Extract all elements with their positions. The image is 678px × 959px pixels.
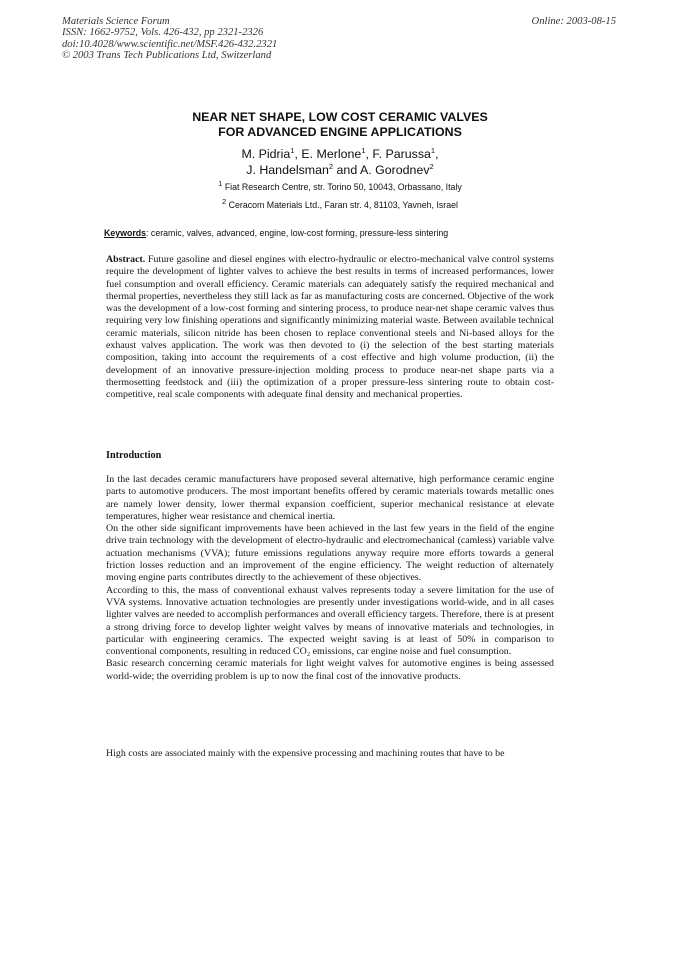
journal-name: Materials Science Forum [62, 16, 170, 27]
author-line-1 [130, 146, 550, 162]
paragraph: According to this, the mass of conventional exhaust valves represents today a severe limitation for the use of VVA systems. Innovative actuation technologies are presently under investigations world-wide, and in all cases lighter valves are needed to accomplish performances and overall efficiency targets. Therefore, there is at present a strong driving force to develop lighter weight valves by means of innovative materials and technologies, in particular with engineering ceramics. The expected weight saving is at least of 50% in comparison to conventional components, resulting in reduced CO₂ emissions, car engine noise and fuel consumption. [106, 584, 554, 658]
online-date: Online: 2003-08-15 [531, 16, 616, 27]
introduction-heading: Introduction [106, 450, 162, 461]
abstract-label: Abstract. [106, 254, 146, 265]
paragraph-continuation: High costs are associated mainly with the expensive processing and machining routes that have to be [106, 748, 505, 759]
introduction-body [106, 474, 554, 683]
abstract [106, 254, 554, 402]
abstract-text: Future gasoline and diesel engines with electro-hydraulic or electro-mechanical valve control systems require the development of lighter valves to achieve the best results in terms of increased performances, lower fuel consumption and overall efficiency. Ceramic materials can adequately satisfy the required mechanical and thermal properties, nevertheless they still lack as far as manufacturing costs are concerned. Objective of the work was the development of a low-cost forming and sintering process, to produce near-net shape ceramic valves thus requiring very low finishing operations and significantly minimizing material waste. Between available technical ceramic materials, silicon nitride has been chosen to replace conventional steels and Ni-based alloys for the exhaust valves application. The work was then devoted to (i) the selection of the best starting materials composition, taking into account the requirements of a cost effective and high volume production, (ii) the development of an innovative pressure-injection molding process to produce near-net shape parts via a thermosetting feedstock and (iii) the optimization of a proper pressure-less sintering route to obtain cost-competitive, real scale components with adequate final density and mechanical properties. [106, 254, 554, 401]
affiliation-text: Ceracom Materials Ltd., Faran str. 4, 81103, Yavneh, Israel [228, 200, 458, 210]
title-line-2: FOR ADVANCED ENGINE APPLICATIONS [218, 125, 462, 139]
author-affil-mark: 1 [290, 145, 295, 155]
journal-copyright: © 2003 Trans Tech Publications Ltd, Switzerland [62, 50, 272, 62]
keywords [104, 227, 574, 239]
journal-issn: ISSN: 1662-9752, Vols. 426-432, pp 2321-2326 [62, 27, 264, 39]
author-separator: , [294, 147, 302, 161]
title-line-1: NEAR NET SHAPE, LOW COST CERAMIC VALVES [192, 110, 488, 124]
author-list [130, 146, 550, 178]
affiliation-1 [130, 181, 550, 193]
author-name: M. Pidria [241, 147, 291, 161]
paragraph: On the other side significant improvements have been achieved in the last few years in the field of the engine drive train technology with the development of electro-hydraulic and electromechanical (camless) variable valve actuation mechanisms (VVA); future emissions regulations anyway require more efforts towards a general friction losses reduction and an improvement of the engine efficiency. The weight reduction of alternately moving engine parts contributes directly to the achievement of these objectives. [106, 523, 554, 584]
paragraph: Basic research concerning ceramic materials for light weight valves for automotive engines is being assessed world-wide; the overriding problem is up to now the final cost of the innovative products. [106, 658, 554, 682]
journal-info [62, 16, 362, 62]
author-affil-mark: 1 [430, 145, 436, 155]
author-affil-mark: 2 [429, 161, 434, 171]
author-separator: , [365, 147, 373, 161]
affiliation-mark: 1 [218, 179, 223, 189]
keywords-text: : ceramic, valves, advanced, engine, low-cost forming, pressure-less sintering [146, 228, 449, 238]
affiliation-2 [130, 199, 550, 211]
author-separator: and [333, 163, 360, 177]
journal-doi[interactable]: doi:10.4028/www.scientific.net/MSF.426-432.2321 [62, 38, 278, 50]
author-name: E. Merlone [301, 147, 362, 161]
author-affil-mark: 2 [328, 161, 334, 171]
author-affil-mark: 1 [361, 145, 366, 155]
keywords-label: Keywords [104, 228, 147, 238]
affiliation-mark: 2 [222, 197, 227, 207]
author-separator: , [435, 147, 439, 161]
author-name: F. Parussa [372, 147, 431, 161]
author-name: J. Handelsman [246, 163, 329, 177]
author-name: A. Gorodnev [359, 163, 430, 177]
paper-title [130, 110, 550, 140]
affiliation-text: Fiat Research Centre, str. Torino 50, 10043, Orbassano, Italy [224, 182, 462, 192]
paragraph: In the last decades ceramic manufacturers have proposed several alternative, high performance ceramic engine parts to automotive producers. The most important benefits offered by ceramic materials towards metallic ones are namely lower density, lower thermal expansion coefficient, superior mechanical resistance at elevate temperatures, higher wear resistance and chemical inertia. [106, 474, 554, 522]
author-line-2 [130, 162, 550, 178]
